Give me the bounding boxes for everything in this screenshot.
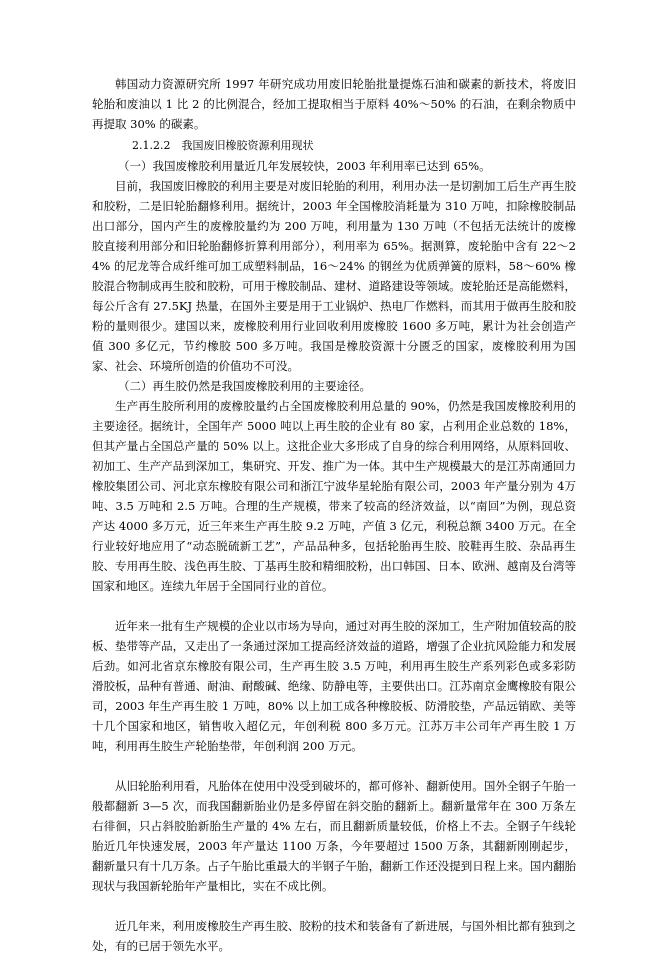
sub-heading-2: （二）再生胶仍然是我国废橡胶利用的主要途径。 [118, 379, 371, 393]
document-page [92, 74, 576, 956]
paragraph-korea-research: 韩国动力资源研究所 1997 年研究成功用废旧轮胎批量提炼石油和碳素的新技术，将废旧轮胎和废油以 1 比 2 的比例混合，经加工提取相当于原料 40%～50% 的石油，在剩余物质中再提取 30% 的碳素。 [92, 77, 576, 131]
paragraph-utilization-status: 目前，我国废旧橡胶的利用主要是对废旧轮胎的利用，利用办法一是切割加工后生产再生胶和胶粉，二是旧轮胎翻修利用。据统计，2003 年全国橡胶消耗量为 310 万吨，扣除橡胶制品出口部分，国内产生的废橡胶量约为 200 万吨，利用量为 130 万吨（不包括无法统计的废橡胶直接利用部分和旧轮胎翻修折算利用部分），利用率为 65%。据测算，废轮胎中含有 22～24% 的尼龙等合成纤维可加工成塑料制品，16～24% 的钢丝为优质弹簧的原料，58～60% 橡胶混合物制成再生胶和胶粉，可用于橡胶制品、建材、道路建设等领域。废轮胎还是高能燃料，每公斤含有 27.5KJ 热量，在国外主要是用于工业锅炉、热电厂作燃料，而其用于做再生胶和胶粉的量则很少。建国以来，废橡胶利用行业回收利用废橡胶 1600 多万吨，累计为社会创造产值 300 多亿元，节约橡胶 500 多万吨。我国是橡胶资源十分匮乏的国家，废橡胶利用为国家、社会、环境所创造的价值功不可没。 [92, 179, 576, 373]
paragraph-tire-retreading: 从旧轮胎利用看，凡胎体在使用中没受到破坏的，都可修补、翻新使用。国外全钢子午胎一般都翻新 3—5 次，而我国翻新胎业仍是多停留在斜交胎的翻新上。翻新量常年在 300 万条左右徘徊，只占斜胶胎新胎生产量的 4% 左右，而且翻新质量较低，价格上不去。全钢子午线轮胎近几年快速发展，2003 年产量达 1100 万条，今年要超过 1500 万条，其翻新刚刚起步，翻新量只有十几万条。占子午胎比重最大的半钢子午胎，翻新工作还没提到日程上来。国内翻胎现状与我国新轮胎年产量相比，实在不成比例。 [92, 779, 576, 893]
paragraph-deep-processing: 近年来一批有生产规模的企业以市场为导向，通过对再生胶的深加工，生产附加值较高的胶板、垫带等产品，又走出了一条通过深加工提高经济效益的道路，增强了企业抗风险能力和发展后劲。如河北省京东橡胶有限公司，生产再生胶 3.5 万吨，利用再生胶生产系列彩色或多彩防滑胶板，品种有普通、耐油、耐酸碱、绝缘、防静电等，主要供出口。江苏南京金鹰橡胶有限公司，2003 年生产再生胶 1 万吨，80% 以上加工成各种橡胶板、防滑胶垫，产品远销欧、美等十几个国家和地区，销售收入超亿元，年创利税 800 多万元。江苏万丰公司年产再生胶 1 万吨，利用再生胶生产轮胎垫带，年创利润 200 万元。 [92, 619, 576, 753]
section-heading: 2.1.2.2 我国废旧橡胶资源利用现状 [132, 139, 314, 152]
paragraph-reclaimed-rubber: 生产再生胶所利用的废橡胶量约占全国废橡胶利用总量的 90%，仍然是我国废橡胶利用的主要途径。据统计，全国年产 5000 吨以上再生胶的企业有 80 家，占利用企业总数的 18%，但其产量占全国总产量的 50% 以上。这批企业大多形成了自身的综合利用网络，从原料回收、初加工、生产产品到深加工，集研究、开发、推广为一体。其中生产规模最大的是江苏南通回力橡胶集团公司、河北京东橡胶有限公司和浙江宁波华星轮胎有限公司，2003 年产量分别为 4万吨、3.5 万吨和 2.5 万吨。合理的生产规模，带来了较高的经济效益，以“南回”为例，现总资产达 4000 多万元，近三年来生产再生胶 9.2 万吨，产值 3 亿元，利税总额 3400 万元。在全行业较好地应用了“动态脱硫新工艺”，产品品种多，包括轮胎再生胶、胶鞋再生胶、杂品再生胶、专用再生胶、浅色再生胶、丁基再生胶和精细胶粉，出口韩国、日本、欧洲、越南及台湾等国家和地区。连续九年居于全国同行业的首位。 [92, 399, 576, 593]
paragraph-technology-progress: 近几年来，利用废橡胶生产再生胶、胶粉的技术和装备有了新进展，与国外相比都有独到之处，有的已居于领先水平。 [92, 919, 576, 953]
sub-heading-1: （一）我国废橡胶利用量近几年发展较快，2003 年利用率已达到 65%。 [118, 159, 491, 173]
